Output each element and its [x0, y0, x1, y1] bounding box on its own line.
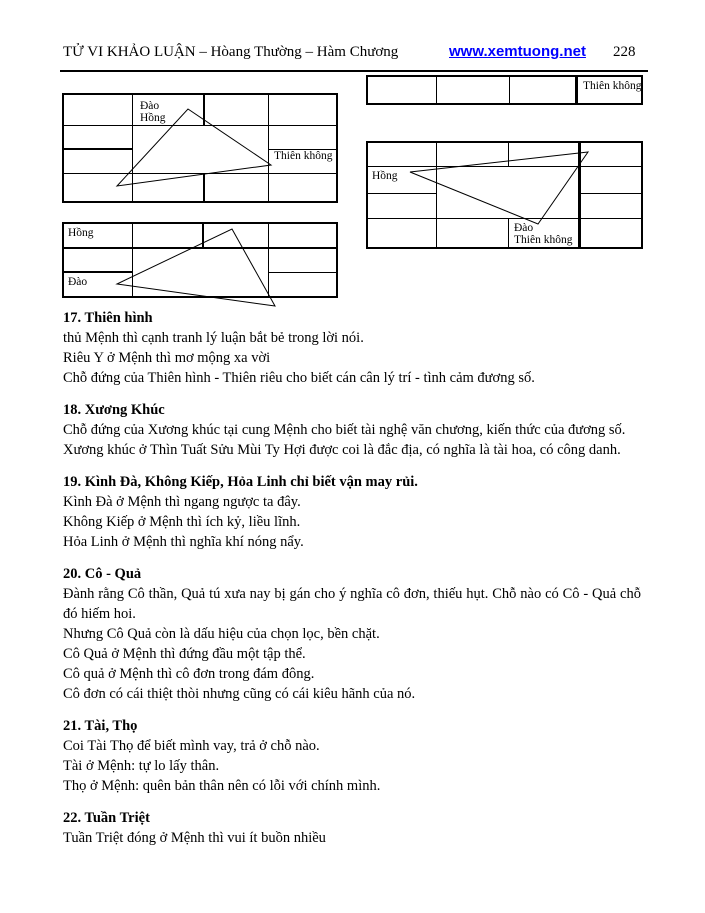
section-line: Kình Đà ở Mệnh thì ngang ngược ta đây.	[63, 494, 301, 510]
cell-label-thien-khong: Thiên không	[583, 80, 642, 92]
section-line: Cô quả ở Mệnh thì cô đơn trong đám đông.	[63, 666, 315, 682]
cell-label-dao-thien-khong	[514, 222, 572, 246]
grid-line	[508, 218, 509, 247]
grid-line	[436, 143, 437, 247]
header-website-link[interactable]: www.xemtuong.net	[449, 43, 586, 60]
section-heading: 17. Thiên hình	[63, 310, 153, 326]
section-line: Nhưng Cô Quả còn là dấu hiệu của chọn lọc, bền chặt.	[63, 626, 380, 642]
section-heading: 19. Kình Đà, Không Kiếp, Hỏa Linh chỉ biết vận may rủi.	[63, 474, 418, 490]
grid-line	[581, 193, 641, 194]
section-heading: 20. Cô - Quả	[63, 566, 142, 582]
header-rule	[60, 70, 648, 72]
cell-label-dao: Đào	[68, 276, 88, 288]
body-text	[63, 300, 641, 848]
grid-line	[575, 77, 578, 103]
section-line: Hỏa Linh ở Mệnh thì nghĩa khí nóng nẩy.	[63, 534, 304, 550]
section-line: Không Kiếp ở Mệnh thì ích kỷ, liều lĩnh.	[63, 514, 301, 530]
grid-line	[64, 271, 132, 273]
grid-line	[64, 173, 336, 174]
cell-label-hong: Hồng	[372, 170, 398, 182]
cell-label-dao-hong	[140, 100, 166, 124]
tuvi-chart-top-left	[62, 93, 338, 203]
header-title: TỬ VI KHẢO LUẬN – Hòang Thường – Hàm Chương	[63, 44, 399, 60]
cell-label-hong: Hồng	[68, 227, 94, 239]
grid-line	[203, 95, 205, 125]
section-line: thủ Mệnh thì cạnh tranh lý luận bắt bẻ trong lời nói.	[63, 330, 364, 346]
grid-line	[368, 218, 641, 219]
cell-label-thien-khong: Thiên không	[274, 150, 333, 162]
grid-line	[268, 224, 269, 296]
section-line: Thọ ở Mệnh: quên bản thân nên có lỗi với chính mình.	[63, 778, 381, 794]
section-line: Chỗ đứng của Thiên hình - Thiên riêu cho biết cán cân lý trí - tình cảm đương số.	[63, 370, 535, 386]
section-line: Chỗ đứng của Xương khúc tại cung Mệnh cho biết tài nghệ văn chương, kiến thức của đương số.	[63, 422, 626, 438]
section-heading: 21. Tài, Thọ	[63, 718, 138, 734]
grid-line	[509, 77, 510, 103]
grid-line	[436, 77, 437, 103]
grid-line	[203, 173, 205, 201]
tuvi-chart-top-right-strip	[366, 75, 643, 105]
grid-line	[64, 148, 132, 150]
section-line: Tuần Triệt đóng ở Mệnh thì vui ít buồn nhiều	[63, 830, 326, 846]
section-line: Đành rằng Cô thần, Quả tú xưa nay bị gán cho ý nghĩa cô đơn, thiếu hụt. Chỗ nào có Cô - Quả chỗ đó hiếm hoi.	[63, 586, 641, 622]
grid-line	[132, 224, 133, 296]
grid-line	[368, 166, 641, 167]
grid-line	[64, 247, 336, 249]
grid-line	[268, 95, 269, 201]
grid-line	[368, 193, 436, 194]
label-hong: Hồng	[140, 112, 166, 124]
section-line: Riêu Y ở Mệnh thì mơ mộng xa vời	[63, 350, 271, 366]
section-line: Cô đơn có cái thiệt thòi nhưng cũng có cái kiêu hãnh của nó.	[63, 686, 416, 702]
section-heading: 18. Xương Khúc	[63, 402, 165, 418]
grid-line	[268, 272, 336, 273]
grid-line	[202, 224, 204, 247]
header-page-number: 228	[613, 44, 636, 60]
grid-line	[64, 125, 336, 126]
section-heading: 22. Tuần Triệt	[63, 810, 150, 826]
section-line: Xương khúc ở Thìn Tuất Sửu Mùi Ty Hợi được coi là đắc địa, có nghĩa là tài hoa, có công danh.	[63, 442, 621, 458]
label-dao: Đào	[140, 100, 160, 112]
grid-line	[578, 143, 581, 247]
grid-line	[508, 143, 509, 166]
grid-line	[132, 95, 133, 201]
section-line: Tài ở Mệnh: tự lo lấy thân.	[63, 758, 220, 774]
tuvi-chart-right-main	[366, 141, 643, 249]
tuvi-chart-bottom-left	[62, 222, 338, 298]
label-dao: Đào	[514, 222, 534, 234]
label-thien-khong: Thiên không	[514, 234, 573, 246]
section-line: Coi Tài Thọ để biết mình vay, trả ở chỗ nào.	[63, 738, 320, 754]
section-line: Cô Quả ở Mệnh thì đứng đầu một tập thể.	[63, 646, 306, 662]
